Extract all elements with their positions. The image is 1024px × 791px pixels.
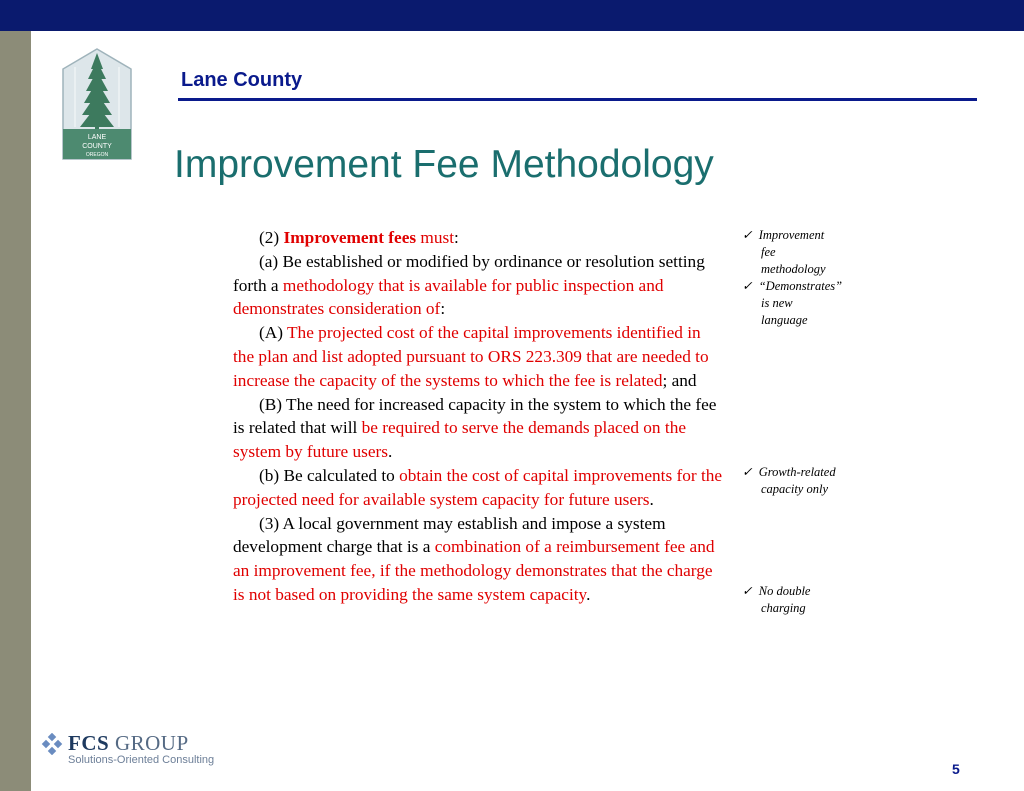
check-icon: ✓ bbox=[742, 279, 753, 293]
slide-title: Improvement Fee Methodology bbox=[174, 143, 714, 186]
page-number: 5 bbox=[952, 761, 960, 777]
logo-line-2: COUNTY bbox=[82, 143, 112, 150]
paragraph-6: (3) A local government may establish and impose a system development charge that is a combination of a reimbursement fee and an improvement fee, if the methodology demonstrates that the charge is not based on providing the same system capacity. bbox=[233, 513, 715, 604]
side-note: ✓ “Demonstrates” is new language bbox=[742, 279, 843, 327]
fcs-brand-name: FCS GROUP bbox=[68, 731, 189, 755]
paragraph-3: (A) The projected cost of the capital improvements identified in the plan and list adopted pursuant to ORS 223.309 that are needed to increase the capacity of the systems to which the fee is related; and bbox=[233, 323, 709, 390]
logo-line-3: OREGON bbox=[85, 152, 109, 158]
side-note: ✓ Improvement fee methodology bbox=[742, 228, 826, 276]
side-notes-group-3 bbox=[742, 583, 872, 617]
fcs-group-logo bbox=[40, 731, 214, 766]
paragraph-4: (B) The need for increased capacity in the system to which the fee is related that will be required to serve the demands placed on the system by future users. bbox=[233, 394, 717, 462]
paragraph-1: (2) Improvement fees must: bbox=[259, 228, 459, 247]
logo-line-1: LANE bbox=[87, 134, 107, 141]
side-notes-group-1 bbox=[742, 227, 872, 329]
side-note: ✓ Growth-related capacity only bbox=[742, 465, 836, 496]
header-rule bbox=[178, 98, 977, 101]
check-icon: ✓ bbox=[742, 228, 753, 242]
paragraph-2: (a) Be established or modified by ordinance or resolution setting forth a methodology that is available for public inspection and demonstrates consideration of: bbox=[233, 251, 705, 319]
paragraph-5: (b) Be calculated to obtain the cost of capital improvements for the projected need for available system capacity for future users. bbox=[233, 465, 723, 509]
org-title: Lane County bbox=[181, 69, 303, 91]
top-bar bbox=[0, 0, 1024, 31]
statute-text bbox=[233, 226, 723, 607]
side-notes-group-2 bbox=[742, 464, 872, 498]
side-note: ✓ No double charging bbox=[742, 584, 811, 615]
diamond-cluster-icon bbox=[40, 733, 64, 755]
fcs-tagline: Solutions-Oriented Consulting bbox=[68, 754, 215, 766]
check-icon: ✓ bbox=[742, 584, 753, 598]
check-icon: ✓ bbox=[742, 465, 753, 479]
lane-county-logo bbox=[61, 47, 133, 160]
left-bar bbox=[0, 31, 31, 791]
